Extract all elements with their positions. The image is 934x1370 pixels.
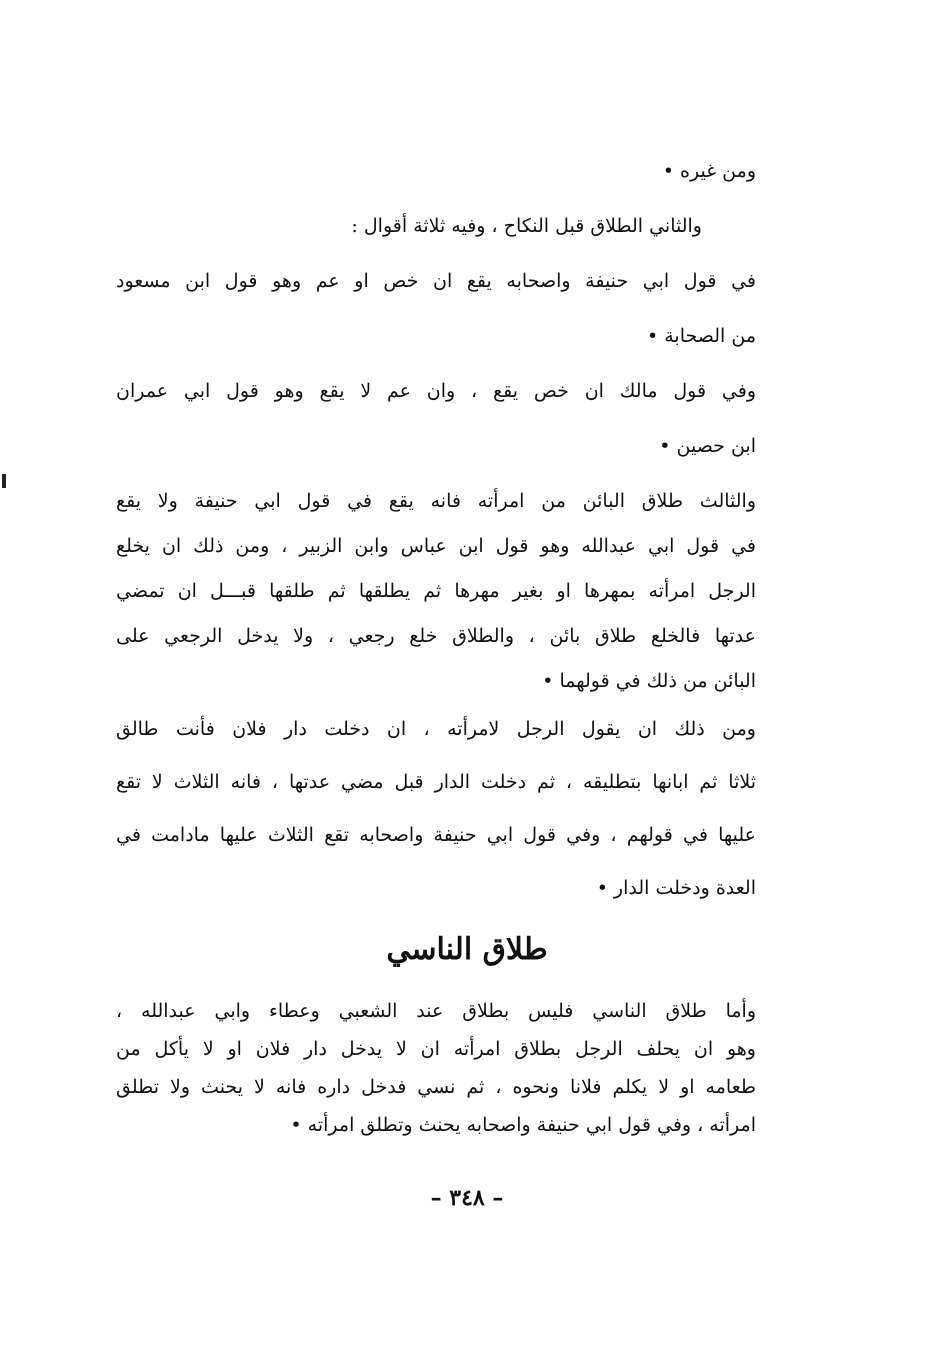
text-line: امرأته ، وفي قول ابي حنيفة واصحابه يحنث وتطلق امرأته • <box>290 1114 756 1136</box>
text-line: ثلاثا ثم ابانها بتطليقه ، ثم دخلت الدار قبل مضي عدتها ، فانه الثلاث لا تقع <box>116 771 756 793</box>
text-line: من الصحابة • <box>647 325 756 347</box>
text-line: عدتها فالخلع طلاق بائن ، والطلاق خلع رجعي ، ولا يدخل الرجعي على <box>116 625 756 647</box>
text-line: طعامه او لا يكلم فلانا ونحوه ، ثم نسي فدخل داره فانه لا يحنث ولا تطلق <box>116 1076 756 1098</box>
text-line: البائن من ذلك في قولهما • <box>542 670 756 692</box>
text-line: عليها في قولهم ، وفي قول ابي حنيفة واصحابه تقع الثلاث عليها مادامت في <box>116 824 756 846</box>
text-line: والثاني الطلاق قبل النكاح ، وفيه ثلاثة أقوال : <box>351 215 702 237</box>
text-line: العدة ودخلت الدار • <box>596 877 756 899</box>
margin-mark <box>2 474 6 488</box>
text-line: ومن ذلك ان يقول الرجل لامرأته ، ان دخلت دار فلان فأنت طالق <box>116 718 756 740</box>
text-line: ومن غيره • <box>662 160 756 182</box>
text-line: في قول ابي حنيفة واصحابه يقع ان خص او عم وهو قول ابن مسعود <box>116 270 756 292</box>
page-number: – ٣٤٨ – <box>430 1185 504 1211</box>
text-line: وأما طلاق الناسي فليس بطلاق عند الشعبي وعطاء وابي عبدالله ، <box>116 1000 756 1022</box>
text-line: الرجل امرأته بمهرها او بغير مهرها ثم يطلقها ثم طلقها قبـــل ان تمضي <box>116 580 756 602</box>
text-line: ابن حصين • <box>659 435 756 457</box>
text-line: والثالث طلاق البائن من امرأته فانه يقع في قول ابي حنيفة ولا يقع <box>116 490 756 512</box>
section-heading: طلاق الناسي <box>386 932 548 967</box>
text-line: وفي قول مالك ان خص يقع ، وان عم لا يقع وهو قول ابي عمران <box>116 380 756 402</box>
text-line: في قول ابي عبدالله وهو قول ابن عباس وابن الزبير ، ومن ذلك ان يخلع <box>116 535 756 557</box>
text-line: وهو ان يحلف الرجل بطلاق امرأته ان لا يدخل دار فلان او لا يأكل من <box>116 1038 756 1060</box>
